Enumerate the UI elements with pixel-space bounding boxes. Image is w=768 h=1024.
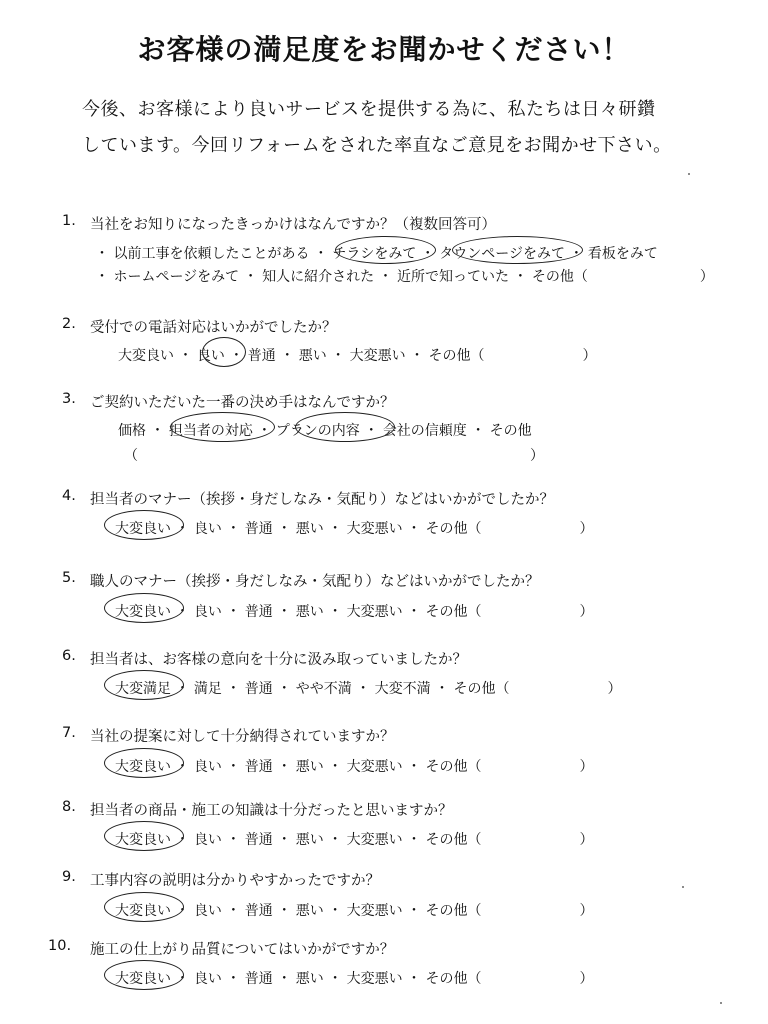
question-2-text: 受付での電話対応はいかがでしたか？ <box>90 320 337 336</box>
question-7-options: 大変良い ・ 良い ・ 普通 ・ 悪い ・ 大変悪い ・ その他（ ） <box>115 759 594 775</box>
question-1-text: 当社をお知りになったきっかけはなんですか？（複数回答可） <box>90 217 496 233</box>
question-6-answer-circle <box>104 670 184 700</box>
question-3-number: 3. <box>62 391 76 407</box>
survey-title: お客様の満足度をお聞かせください！ <box>137 33 631 66</box>
question-3-options-line-1: 価格 ・ 担当者の対応 ・ プランの内容 ・ 会社の信頼度 ・ その他 <box>118 423 532 439</box>
question-4-number: 4. <box>62 488 76 504</box>
question-1-number: 1. <box>62 213 76 229</box>
question-4-answer-circle <box>104 510 184 540</box>
question-8-number: 8. <box>62 799 76 815</box>
question-7-text: 当社の提案に対して十分納得されていますか？ <box>90 729 395 745</box>
question-10-options: 大変良い ・ 良い ・ 普通 ・ 悪い ・ 大変悪い ・ その他（ ） <box>115 971 594 987</box>
question-2-number: 2. <box>62 316 76 332</box>
question-7-answer-circle <box>104 748 184 778</box>
question-6-number: 6. <box>62 648 76 664</box>
question-4-options: 大変良い ・ 良い ・ 普通 ・ 悪い ・ 大変悪い ・ その他（ ） <box>115 521 594 537</box>
question-9-options: 大変良い ・ 良い ・ 普通 ・ 悪い ・ 大変悪い ・ その他（ ） <box>115 903 594 919</box>
question-2-options: 大変良い ・ 良い ・ 普通 ・ 悪い ・ 大変悪い ・ その他（ ） <box>118 348 597 364</box>
question-4-text: 担当者のマナー（挨拶・身だしなみ・気配り）などはいかがでしたか？ <box>90 492 554 508</box>
question-10-number: 10. <box>48 938 72 954</box>
question-9-answer-circle <box>104 892 184 922</box>
question-5-text: 職人のマナー（挨拶・身だしなみ・気配り）などはいかがでしたか？ <box>90 574 540 590</box>
question-8-options: 大変良い ・ 良い ・ 普通 ・ 悪い ・ 大変悪い ・ その他（ ） <box>115 832 594 848</box>
scan-speck <box>682 886 684 888</box>
question-7-number: 7. <box>62 725 76 741</box>
question-2-answer-circle <box>202 337 246 367</box>
question-8-text: 担当者の商品・施工の知識は十分だったと思いますか？ <box>90 803 453 819</box>
intro-line-1: 今後、お客様により良いサービスを提供する為に、私たちは日々研鑽 <box>82 99 656 120</box>
question-6-options: 大変満足 ・ 満足 ・ 普通 ・ やや不満 ・ 大変不満 ・ その他（ ） <box>115 681 622 697</box>
question-1-options-line-2: ・ ホームページをみて ・ 知人に紹介された ・ 近所で知っていた ・ その他（ ） <box>95 269 714 285</box>
question-1-options-line-1: ・ 以前工事を依頼したことがある ・ チラシをみて ・ タウンページをみて ・ 看板をみて <box>95 246 658 262</box>
question-8-answer-circle <box>104 821 184 851</box>
scan-speck <box>720 1002 722 1004</box>
question-3-text: ご契約いただいた一番の決め手はなんですか？ <box>90 395 395 411</box>
question-5-options: 大変良い ・ 良い ・ 普通 ・ 悪い ・ 大変悪い ・ その他（ ） <box>115 604 594 620</box>
question-1-answer-circle <box>335 236 436 264</box>
question-3-answer-circle <box>295 412 395 442</box>
question-10-text: 施工の仕上がり品質についてはいかがですか？ <box>90 942 395 958</box>
question-9-number: 9. <box>62 869 76 885</box>
question-5-answer-circle <box>104 593 184 623</box>
question-1-answer-circle <box>452 236 583 264</box>
question-3-answer-circle <box>170 412 275 442</box>
scan-speck <box>688 173 690 175</box>
question-3-options-line-2: （ ） <box>124 448 544 464</box>
intro-line-2: しています。今回リフォームをされた率直なご意見をお聞かせ下さい。 <box>82 135 672 156</box>
question-9-text: 工事内容の説明は分かりやすかったですか？ <box>90 873 380 889</box>
question-6-text: 担当者は、お客様の意向を十分に汲み取っていましたか？ <box>90 652 467 668</box>
question-10-answer-circle <box>104 960 184 990</box>
question-5-number: 5. <box>62 570 76 586</box>
